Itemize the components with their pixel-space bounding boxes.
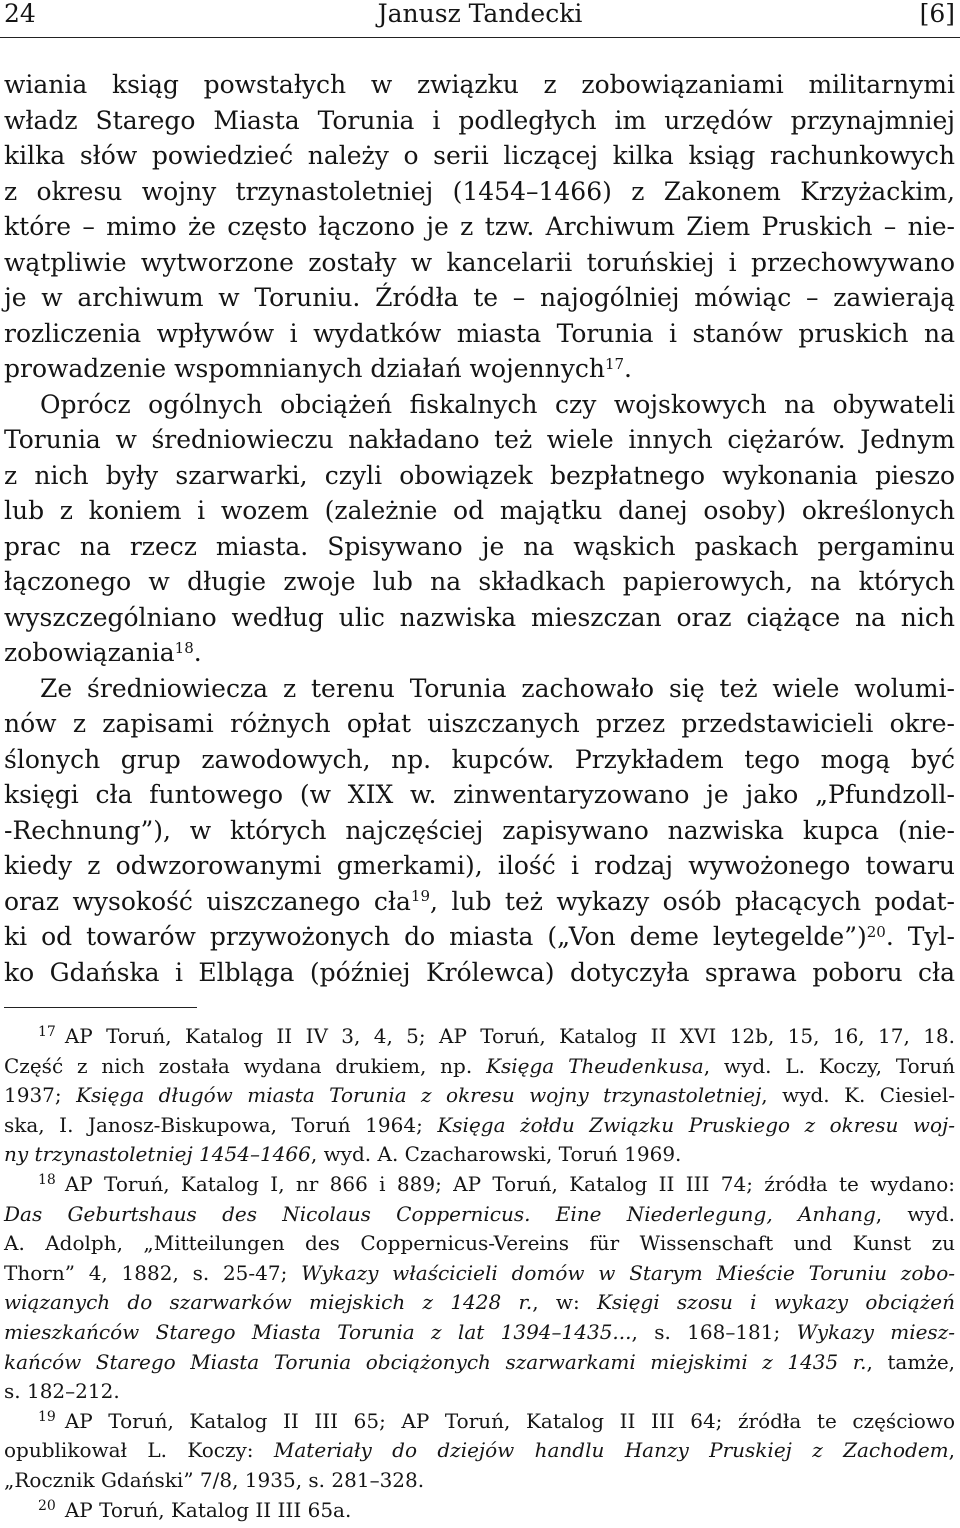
footnote-ref: 20 — [866, 922, 886, 941]
text-run: A. Adolph, „Mitteilungen des Coppernicus-Vereins für Wissenschaft und Kunst zu — [4, 1231, 955, 1256]
italic-text-run: mieszkańców Starego Miasta Torunia z lat 1394–1435... — [4, 1319, 632, 1344]
text-run: AP Toruń, Katalog II III 65; AP Toruń, Katalog II III 64; źródła te częściowo — [64, 1408, 955, 1433]
text-line — [4, 742, 955, 778]
footnote — [4, 1496, 955, 1526]
text-run: prowadzenie wspomnianych działań wojennych — [4, 354, 605, 383]
text-run: Oprócz ogólnych obciążeń fiskalnych czy wojskowych na obywateli — [40, 389, 955, 419]
text-run: kilka słów powiedzieć należy o serii liczącej kilka ksiąg rachunkowych — [4, 141, 955, 170]
text-run: , — [948, 1438, 955, 1463]
text-line — [4, 138, 955, 174]
text-run: ska, I. Janosz-Biskupowa, Toruń 1964; — [4, 1112, 438, 1137]
text-run: księgi cła funtowego (w XIX w. zinwentaryzowano je jako „Pfundzoll- — [4, 780, 955, 809]
text-run: AP Toruń, Katalog II III 65a. — [64, 1497, 352, 1522]
text-run: , tamże, — [866, 1349, 956, 1374]
text-line — [4, 280, 955, 316]
footnote-rule — [4, 1007, 197, 1008]
text-run: opublikował L. Koczy: — [4, 1438, 274, 1463]
text-run: wątpliwie wytworzone zostały w kancelarii toruńskiej i przechowywano — [4, 247, 955, 277]
text-line — [4, 174, 955, 210]
text-run: rozliczenia wpływów i wydatków miasta Torunia i stanów pruskich na — [4, 318, 955, 348]
text-line — [4, 955, 955, 991]
text-line — [4, 245, 955, 281]
paragraph — [4, 67, 955, 387]
text-line — [4, 316, 955, 352]
text-line — [4, 919, 955, 955]
italic-text-run: Wykazy właścicieli domów w Starym Mieście Toruniu zobo- — [301, 1260, 955, 1285]
footnote-line — [4, 1052, 955, 1082]
footnote-line — [4, 1022, 955, 1052]
text-line — [4, 351, 955, 387]
text-run: oraz wysokość uiszczanego cła — [4, 886, 411, 916]
text-line — [4, 493, 955, 529]
footnote-line — [4, 1200, 955, 1230]
text-line — [4, 777, 955, 813]
text-line — [4, 564, 955, 600]
footnote-line — [4, 1170, 955, 1200]
footnote-ref: 18 — [174, 638, 194, 657]
footnote-number: 20 — [38, 1497, 56, 1514]
text-line — [4, 600, 955, 636]
text-run: z nich były szarwarki, czyli obowiązek bezpłatnego wykonania pieszo — [4, 460, 955, 490]
text-run: , lub też wykazy osób płacących podat- — [430, 886, 955, 916]
text-line — [4, 635, 955, 671]
footnote-line — [4, 1111, 955, 1141]
paragraph — [4, 387, 955, 671]
footnote-number: 19 — [38, 1408, 56, 1425]
page-tag: [6] — [919, 0, 955, 28]
text-run: . — [193, 638, 202, 667]
header-rule — [0, 37, 960, 38]
italic-text-run: Księga długów miasta Torunia z okresu wojny trzynastoletniej — [76, 1083, 762, 1108]
text-run: zobowiązania — [4, 638, 175, 667]
text-line — [4, 848, 955, 884]
text-run: . Tyl- — [885, 922, 956, 951]
footnotes — [4, 1022, 955, 1525]
running-header — [0, 0, 960, 30]
text-line — [4, 813, 955, 849]
text-run: . — [624, 354, 632, 383]
footnote-line — [4, 1140, 955, 1170]
footnote-line — [4, 1259, 955, 1289]
italic-text-run: kańców Starego Miasta Torunia obciążonych szarwarkami miejskimi z 1435 r. — [4, 1349, 867, 1374]
italic-text-run: Księga Theudenkusa — [486, 1053, 704, 1078]
text-run: , wyd. A. Czacharowski, Toruń 1969. — [310, 1142, 682, 1167]
italic-text-run: Księga żołdu Związku Pruskiego z okresu woj- — [437, 1112, 955, 1137]
footnote-line — [4, 1466, 955, 1496]
italic-text-run: Wykazy miesz- — [796, 1319, 955, 1344]
page-number: 24 — [4, 0, 36, 28]
body-text — [4, 67, 955, 990]
text-run: które – mimo że często łączono je z tzw. Archiwum Ziem Pruskich – nie- — [4, 212, 955, 241]
text-run: nów z zapisami różnych opłat uiszczanych przez przedstawicieli okre- — [4, 709, 955, 738]
text-run: kiedy z odwzorowanymi gmerkami), ilość i rodzaj wywożonego towaru — [4, 851, 955, 880]
text-run: wyszczególniano według ulic nazwiska mieszczan oraz ciążące na nich — [4, 602, 955, 632]
footnote-line — [4, 1436, 955, 1466]
text-line — [4, 387, 955, 423]
text-line — [4, 209, 955, 245]
text-run: ko Gdańska i Elbląga (później Królewca) dotyczyła sprawa poboru cła — [4, 957, 955, 987]
text-line — [4, 422, 955, 458]
text-run: łączonego w długie zwoje lub na składkach papierowych, na których — [4, 567, 955, 596]
footnote-line — [4, 1288, 955, 1318]
footnote-line — [4, 1318, 955, 1348]
text-run: ki od towarów przywożonych do miasta („Von deme leytegelde”) — [4, 922, 867, 951]
text-line — [4, 529, 955, 565]
text-line — [4, 458, 955, 494]
running-head-author: Janusz Tandecki — [377, 0, 583, 28]
footnote-line — [4, 1407, 955, 1437]
text-run: , s. 168–181; — [631, 1319, 797, 1344]
italic-text-run: wiązanych do szarwarków miejskich z 1428 r. — [4, 1290, 533, 1315]
footnote-number: 18 — [38, 1171, 56, 1188]
text-line — [4, 884, 955, 920]
text-run: prac na rzecz miasta. Spisywano je na wąskich paskach pergaminu — [4, 531, 955, 561]
text-run: , wyd. — [875, 1201, 956, 1226]
text-line — [4, 671, 955, 707]
footnote-line — [4, 1377, 955, 1407]
footnote — [4, 1407, 955, 1496]
footnote-number: 17 — [38, 1024, 56, 1040]
italic-text-run: Księgi szosu i wykazy obciążeń — [596, 1290, 956, 1315]
footnote-line — [4, 1496, 955, 1526]
footnote-line — [4, 1229, 955, 1259]
footnote-ref: 19 — [410, 887, 431, 906]
text-run: AP Toruń, Katalog II IV 3, 4, 5; AP Toruń, Katalog II XVI 12b, 15, 16, 17, 18. — [64, 1024, 955, 1048]
footnote — [4, 1170, 955, 1407]
italic-text-run: ny trzynastoletniej 1454–1466 — [4, 1142, 311, 1167]
footnote-ref: 17 — [604, 354, 625, 373]
footnote-line — [4, 1081, 955, 1111]
text-run: , w: — [532, 1290, 597, 1315]
text-run: wiania ksiąg powstałych w związku z zobowiązaniami militarnymi — [4, 70, 955, 99]
text-line — [4, 67, 955, 103]
text-run: z okresu wojny trzynastoletniej (1454–1466) z Zakonem Krzyżackim, — [4, 176, 955, 206]
text-run: „Rocznik Gdański” 7/8, 1935, s. 281–328. — [4, 1467, 425, 1492]
paragraph — [4, 671, 955, 991]
text-run: ślonych grup zawodowych, np. kupców. Przykładem tego mogą być — [4, 744, 955, 774]
text-run: AP Toruń, Katalog I, nr 866 i 889; AP Toruń, Katalog II III 74; źródła te wydano: — [64, 1171, 955, 1196]
text-run: je w archiwum w Toruniu. Źródła te – najogólniej mówiąc – zawierają — [4, 283, 955, 312]
italic-text-run: Materiały do dziejów handlu Hanzy Pruskiej z Zachodem — [273, 1438, 949, 1463]
italic-text-run: Das Geburtshaus des Nicolaus Coppernicus. Eine Niederlegung, Anhang — [4, 1201, 876, 1226]
text-run: Część z nich została wydana drukiem, np. — [4, 1053, 487, 1078]
text-run: s. 182–212. — [4, 1379, 120, 1404]
text-run: Torunia w średniowieczu nakładano też wiele innych ciężarów. Jednym — [4, 425, 955, 454]
text-run: Ze średniowiecza z terenu Torunia zachowało się też wiele wolumi- — [40, 673, 955, 703]
text-run: lub z koniem i wozem (zależnie od majątku danej osoby) określonych — [4, 496, 955, 525]
text-run: Thorn” 4, 1882, s. 25-47; — [4, 1260, 302, 1285]
footnote-line — [4, 1348, 955, 1378]
text-run: , wyd. K. Ciesiel- — [761, 1083, 955, 1108]
text-run: , wyd. L. Koczy, Toruń — [703, 1053, 955, 1078]
text-line — [4, 706, 955, 742]
text-line — [4, 103, 955, 139]
text-run: -Rechnung”), w których najczęściej zapisywano nazwiska kupca (nie- — [4, 815, 955, 845]
footnote — [4, 1022, 955, 1170]
text-run: 1937; — [4, 1083, 77, 1108]
text-run: władz Starego Miasta Torunia i podległych im urzędów przynajmniej — [4, 105, 955, 135]
